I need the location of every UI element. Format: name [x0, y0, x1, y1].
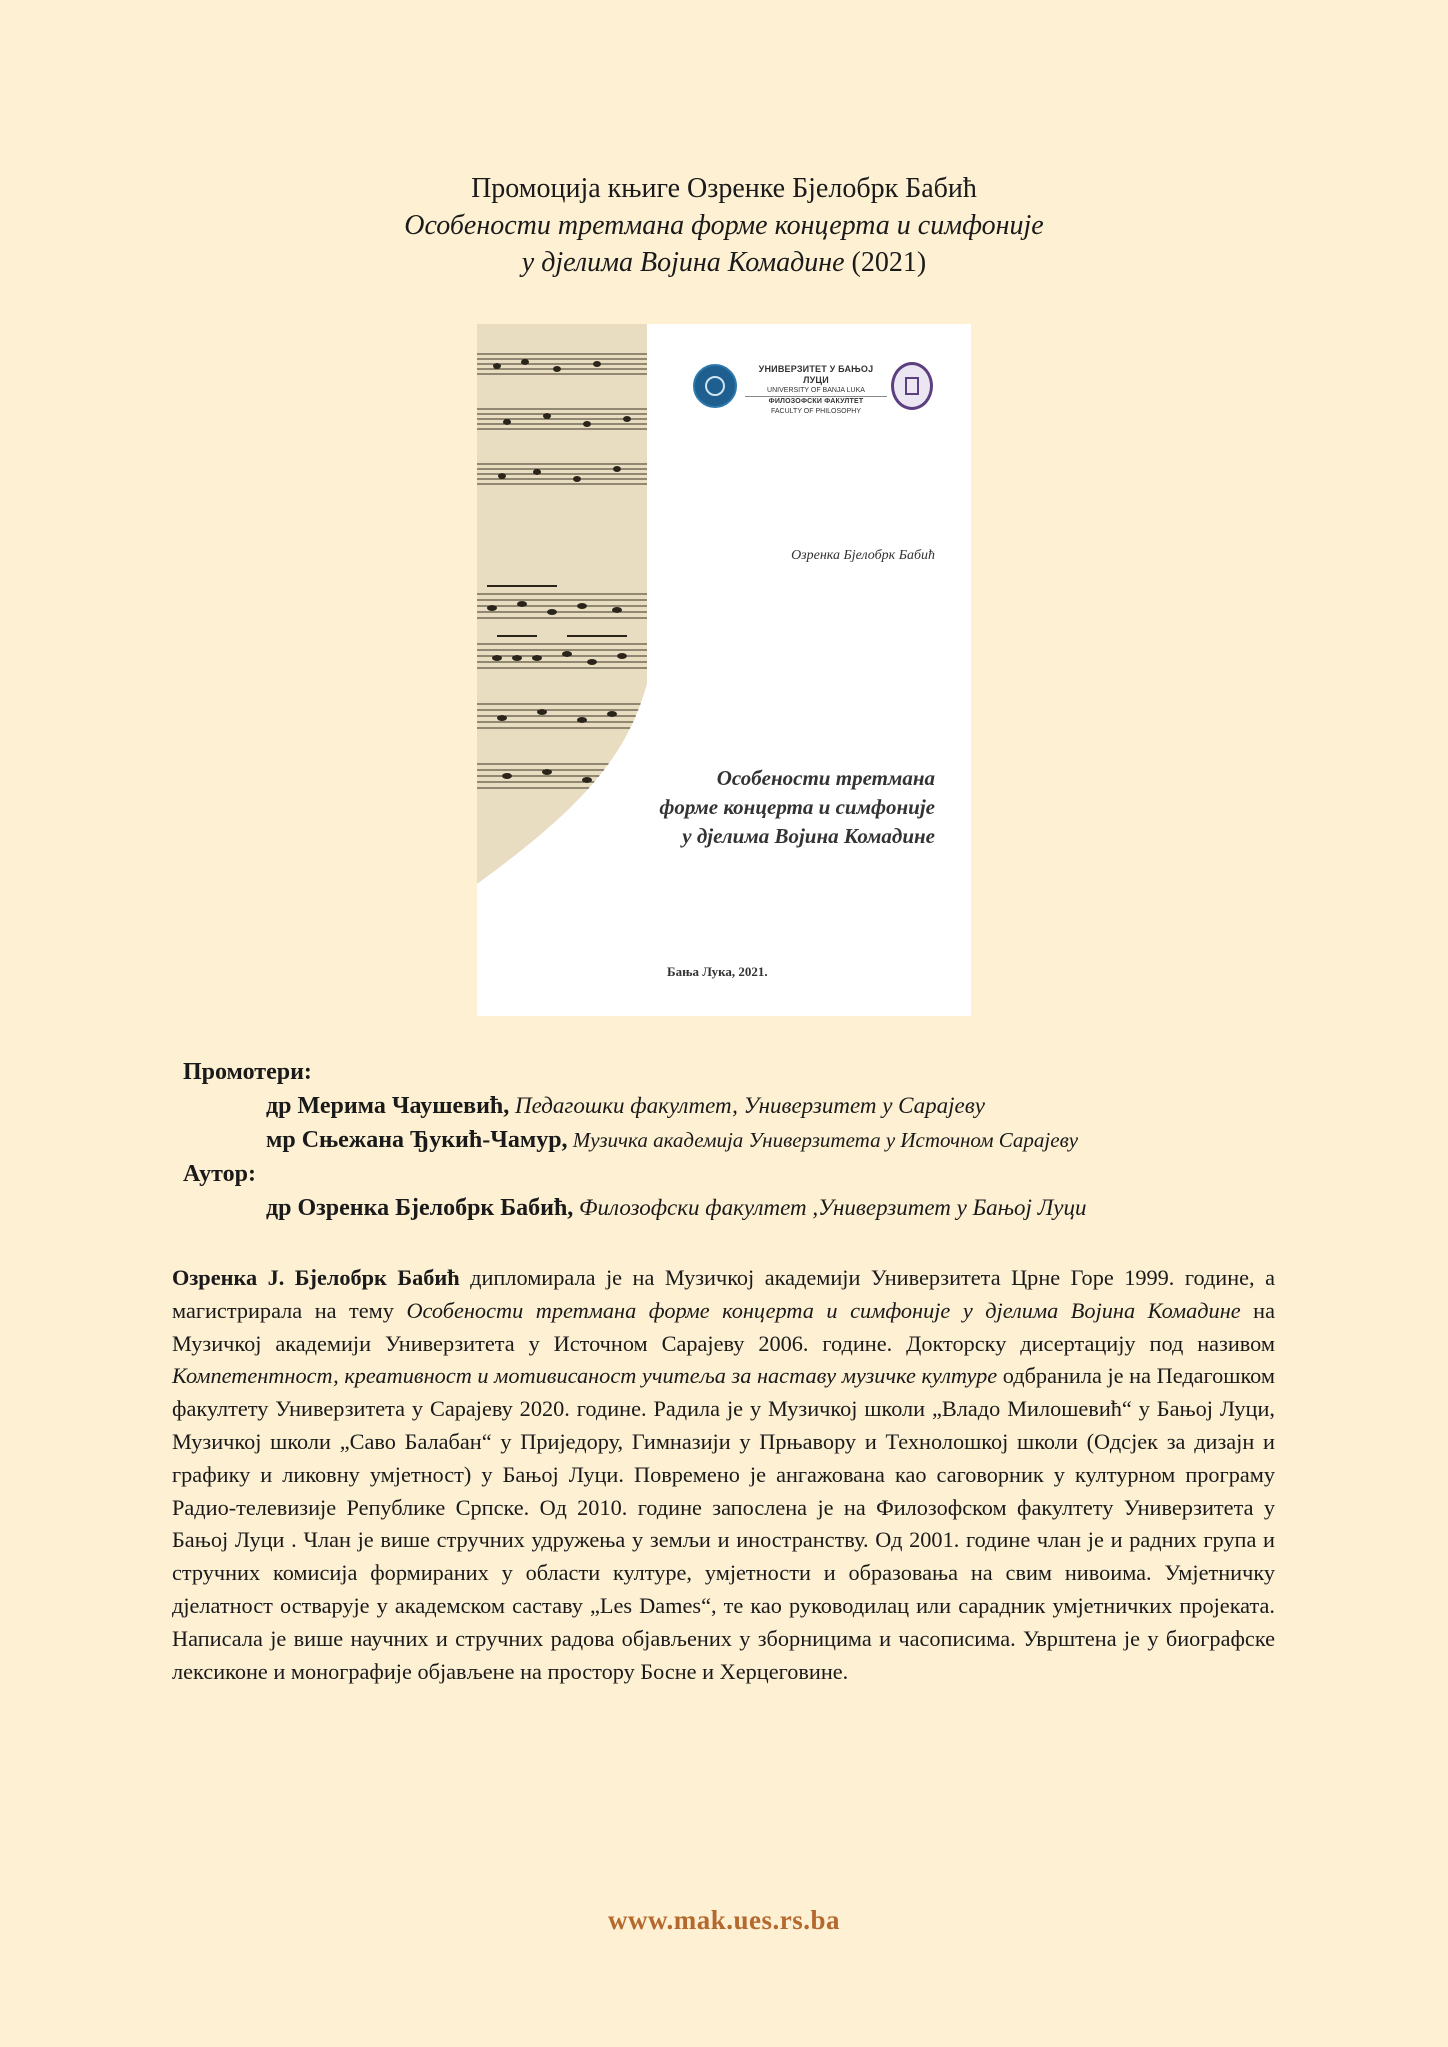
page-title-block [0, 170, 1448, 281]
sheet-music-graphic [477, 324, 971, 1016]
cover-title-line1: Особености третмана [716, 766, 935, 790]
book-year: (2021) [844, 247, 927, 278]
author-name: др Озренка Бјелобрк Бабић, [266, 1195, 574, 1221]
promoter-1 [183, 1089, 1086, 1123]
bio-text-3: одбранила је на Педагошком факултету Универзитета у Сарајеву 2020. године. Радила је у Музичкој школи „Владо Милошевић“ у Бањој Луци, Музичкој школи „Саво Балабан“ у Приједору, Гимназији у Прњавору и Технолошкој школи (Одсјек за дизајн и графику и ликовну умјетност) у Бањој Луци. Повремено је ангажована као саговорник у културном програму Радио-телевизије Републике Српске. Од 2010. године запослена је на Филозофском факултету Универзитета у Бањој Луци . Члан је више стручних удружења у земљи и иностранству. Од 2001. године члан је и радних група и стручних комисија формираних у области културе, умјетности и образовања на свим нивоима. Умјетничку дјелатност остварује у академском саставу „Les Dames“, те као руководилац или сарадник умјетничких пројеката. Написала је више научних и стручних радова објављених у зборницима и часописима. Уврштена је у биографске лексиконе и монографије објављене на простору Босне и Херцеговине. [172, 1363, 1275, 1684]
promoters-heading: Промотери: [183, 1059, 312, 1085]
cover-title-line3: у дјелима Војина Комадине [682, 824, 935, 848]
university-text [745, 364, 887, 417]
bio-thesis-title: Особености третмана форме концерта и симфоније у дјелима Војина Комадине [406, 1297, 1241, 1323]
faculty-name-en: FACULTY OF PHILOSOPHY [771, 408, 861, 415]
bio-text-1: дипломирала је на Музичкој академији Универзитета Црне Горе 1999. године, а магистрирала на тему [172, 1265, 1275, 1323]
cover-city-year: Бања Лука, 2021. [667, 964, 768, 979]
university-name: УНИВЕРЗИТЕТ У БАЊОЈ ЛУЦИ [758, 364, 874, 385]
promoter-1-name: др Мерима Чаушевић, [266, 1093, 510, 1119]
faculty-name: ФИЛОЗОФСКИ ФАКУЛТЕТ [745, 396, 887, 407]
cover-author: Озренка Бјелобрк Бабић [791, 548, 935, 563]
promotion-title: Промоција књиге Озренке Бјелобрк Бабић [471, 173, 977, 204]
author-biography [172, 1262, 1275, 1688]
author-affiliation: Филозофски факултет ,Универзитет у Бањој Луци [573, 1195, 1087, 1220]
bio-dissertation-title: Компетентност, креативност и мотивисаност учитеља за наставу музичке културе [172, 1363, 998, 1389]
bio-name: Озренка Ј. Бјелобрк Бабић [172, 1265, 460, 1290]
book-title-italic: у дјелима Војина Комадине [521, 247, 845, 278]
university-logo-icon [693, 364, 737, 408]
author-entry [183, 1191, 1086, 1225]
promoter-1-affiliation: Педагошки факултет, Универзитет у Сарајеву [509, 1093, 985, 1118]
footer-website-link[interactable]: www.mak.ues.rs.ba [607, 1905, 841, 1935]
promoter-2-affiliation: Музичка академија Универзитета у Источном Сарајеву [567, 1128, 1079, 1152]
cover-title-line2: форме концерта и симфоније [659, 795, 935, 819]
book-title-line1: Особености третмана форме концерта и симфоније [404, 210, 1044, 241]
cover-title [615, 764, 935, 851]
promoters-section [183, 1055, 1086, 1225]
promoter-2-name: мр Сњежана Ђукић-Чамур, [266, 1127, 568, 1153]
university-name-en: UNIVERSITY OF BANJA LUKA [767, 387, 865, 394]
bio-text-2: на Музичкој академији Универзитета у Источном Сарајеву 2006. године. Докторску дисертацију под називом [172, 1297, 1276, 1356]
book-title-line2 [0, 244, 1448, 281]
author-heading: Аутор: [183, 1161, 256, 1187]
faculty-logo-icon [891, 362, 933, 410]
cover-logos [693, 360, 933, 415]
book-cover-image [477, 324, 971, 1016]
promoter-2 [183, 1123, 1086, 1157]
